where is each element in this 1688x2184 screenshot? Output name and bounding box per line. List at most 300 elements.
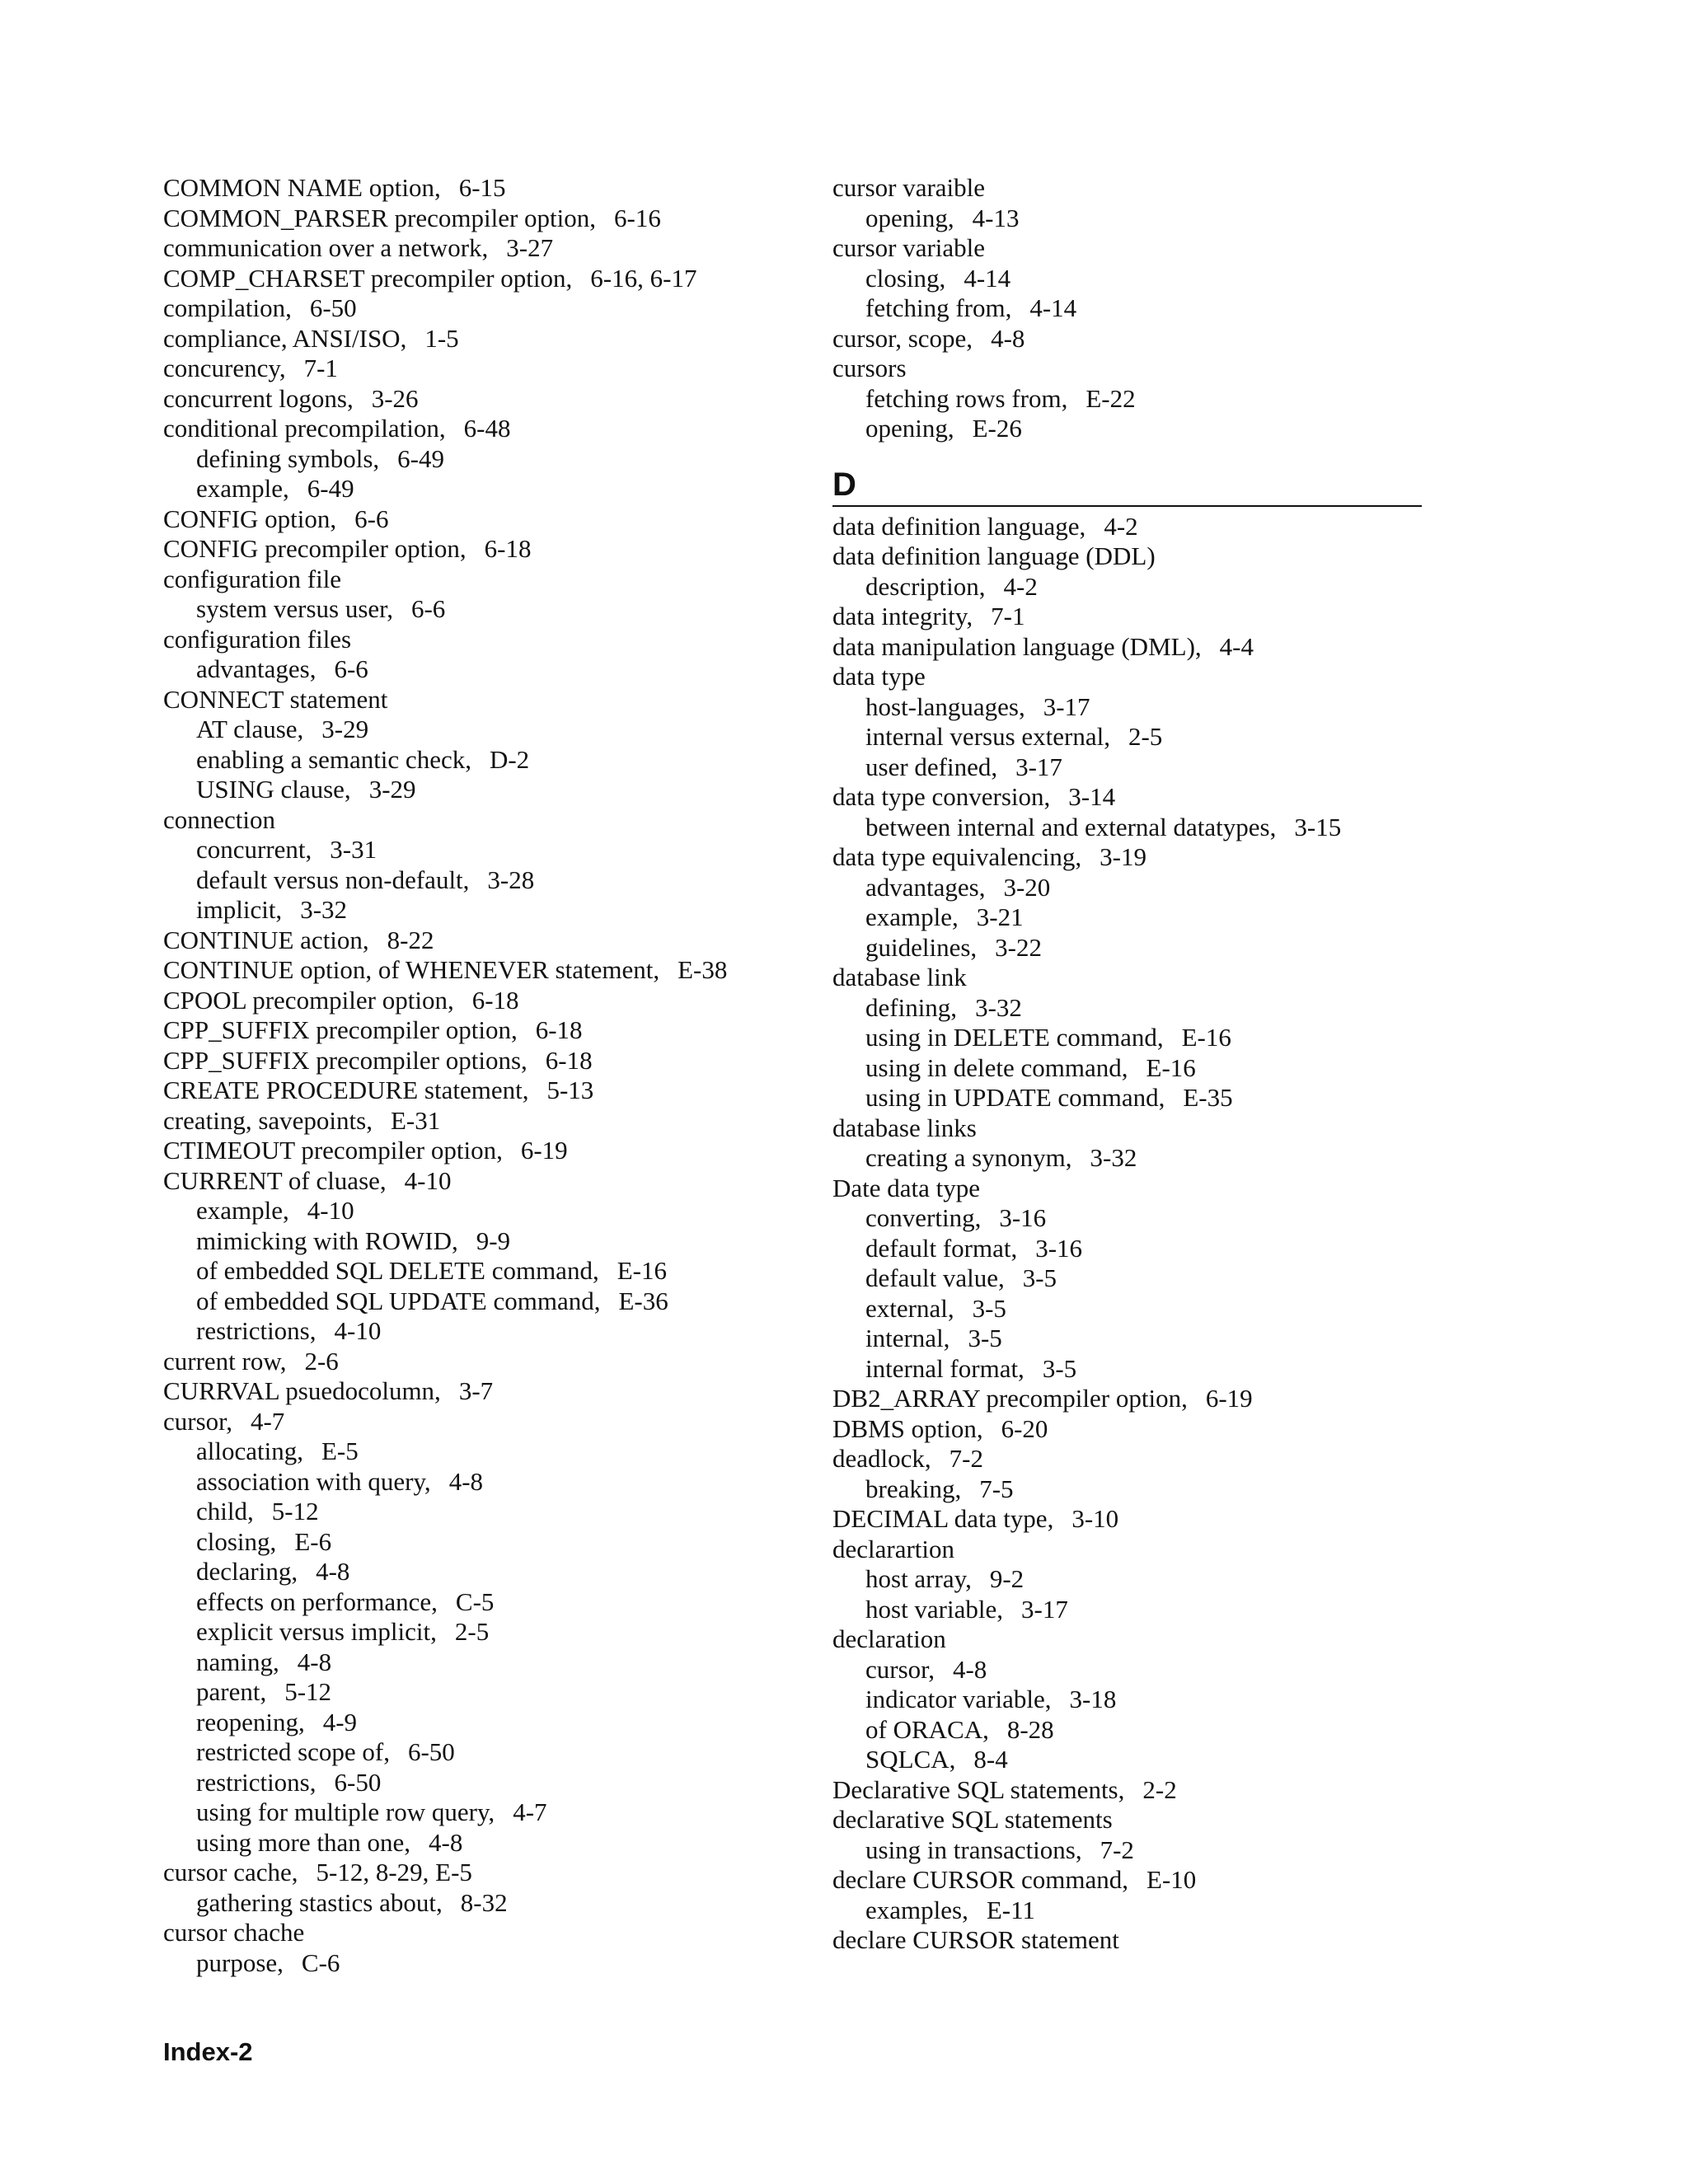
index-term: closing, xyxy=(865,263,946,293)
index-entry xyxy=(163,955,790,986)
index-page-refs: 4-10 xyxy=(334,1316,382,1345)
index-page-refs: 3-32 xyxy=(1090,1143,1137,1172)
index-entry xyxy=(832,512,1426,542)
index-term: defining, xyxy=(865,992,958,1022)
index-page-refs: 4-2 xyxy=(1003,571,1038,601)
index-page-refs: 2-2 xyxy=(1142,1774,1177,1804)
index-subentry xyxy=(163,1226,790,1257)
index-subentry xyxy=(163,1436,790,1467)
index-page-refs: 6-18 xyxy=(545,1045,593,1075)
index-page-refs: 3-16 xyxy=(1035,1233,1083,1263)
index-term: between internal and external datatypes, xyxy=(865,812,1277,841)
index-term: declarartion xyxy=(832,1534,955,1563)
index-subentry xyxy=(832,1354,1426,1385)
page-footer-label: Index-2 xyxy=(163,2037,253,2066)
index-entry xyxy=(832,1414,1426,1445)
index-page-refs: 3-5 xyxy=(968,1324,1002,1352)
index-page-refs: 3-5 xyxy=(972,1293,1006,1323)
index-page-refs: 4-7 xyxy=(513,1797,547,1826)
index-term: child, xyxy=(196,1497,254,1526)
index-subentry xyxy=(163,1888,790,1919)
index-term: creating, savepoints, xyxy=(163,1105,373,1135)
index-term: deadlock, xyxy=(832,1444,931,1473)
index-term: user defined, xyxy=(865,752,998,781)
index-subentry xyxy=(832,1595,1426,1625)
index-page-refs: 4-8 xyxy=(448,1466,484,1496)
index-term: declare CURSOR statement xyxy=(832,1925,1119,1954)
index-term: host array, xyxy=(865,1564,972,1593)
index-term: advantages, xyxy=(865,872,986,902)
index-term: cursor chache xyxy=(163,1918,305,1947)
index-term: cursors xyxy=(832,354,907,382)
index-subentry xyxy=(832,1023,1426,1053)
index-entries-c-continued xyxy=(832,173,1426,444)
index-term: DECIMAL data type, xyxy=(832,1504,1054,1533)
index-entry xyxy=(832,1624,1426,1655)
index-term: data integrity, xyxy=(832,602,973,630)
index-entry xyxy=(832,324,1426,354)
index-term: using in delete command, xyxy=(865,1052,1128,1082)
index-page-refs: 4-2 xyxy=(1104,511,1138,541)
index-term: default versus non-default, xyxy=(196,865,470,894)
index-term: using in DELETE command, xyxy=(865,1023,1164,1052)
index-subentry xyxy=(163,1948,790,1979)
index-subentry xyxy=(832,902,1426,933)
index-subentry xyxy=(832,1564,1426,1595)
index-page-refs: 3-21 xyxy=(976,902,1024,931)
index-term: AT clause, xyxy=(196,715,304,743)
index-column-left xyxy=(163,173,790,1978)
index-subentry xyxy=(832,873,1426,903)
index-term: internal versus external, xyxy=(865,722,1110,751)
index-term: COMMON_PARSER precompiler option, xyxy=(163,203,597,232)
index-term: fetching from, xyxy=(865,293,1012,322)
index-subentry xyxy=(163,745,790,776)
index-page-refs: 4-8 xyxy=(952,1654,987,1684)
index-entry xyxy=(163,1015,790,1046)
index-page-refs: 3-16 xyxy=(999,1203,1047,1232)
index-entry xyxy=(832,1865,1426,1896)
index-page-refs: E-31 xyxy=(390,1105,441,1135)
index-term: communication over a network, xyxy=(163,233,489,262)
index-subentry xyxy=(832,414,1426,444)
index-page-refs: 3-19 xyxy=(1100,842,1146,871)
index-term: compliance, ANSI/ISO, xyxy=(163,323,407,353)
index-term: CURRVAL psuedocolumn, xyxy=(163,1376,441,1405)
index-term: CPOOL precompiler option, xyxy=(163,985,454,1015)
index-page-refs: 4-10 xyxy=(404,1165,452,1195)
index-page-refs: E-16 xyxy=(617,1256,667,1285)
index-term: data definition language (DDL) xyxy=(832,541,1156,570)
index-subentry xyxy=(163,1497,790,1527)
index-subentry xyxy=(163,1647,790,1678)
index-entry xyxy=(163,233,790,264)
index-term: gathering stastics about, xyxy=(196,1887,443,1917)
index-term: converting, xyxy=(865,1203,982,1232)
index-entry xyxy=(163,1858,790,1888)
index-term: concurrent logons, xyxy=(163,383,354,413)
index-term: cursor variable xyxy=(832,233,986,262)
index-page-refs: 6-19 xyxy=(1205,1384,1253,1413)
index-term: Date data type xyxy=(832,1173,981,1202)
index-page-refs: E-11 xyxy=(986,1895,1035,1924)
index-subentry xyxy=(832,264,1426,294)
index-term: implicit, xyxy=(196,895,283,924)
index-term: guidelines, xyxy=(865,932,978,962)
index-page-refs: 3-29 xyxy=(368,775,416,804)
index-subentry xyxy=(163,715,790,745)
index-entry xyxy=(163,504,790,535)
index-subentry xyxy=(832,722,1426,752)
index-term: enabling a semantic check, xyxy=(196,744,471,774)
index-term: cursor, scope, xyxy=(832,323,973,353)
index-term: concurrent, xyxy=(196,835,312,864)
index-subentry xyxy=(163,1256,790,1286)
index-subentry xyxy=(832,1745,1426,1775)
index-entry xyxy=(163,173,790,204)
index-page-refs: E-5 xyxy=(321,1436,359,1465)
index-term: fetching rows from, xyxy=(865,383,1068,413)
index-entry xyxy=(163,685,790,715)
index-page-refs: 3-7 xyxy=(458,1376,494,1405)
index-subentry xyxy=(832,572,1426,602)
index-term: default format, xyxy=(865,1233,1018,1263)
index-entry xyxy=(163,1918,790,1948)
index-subentry xyxy=(832,384,1426,415)
index-term: CPP_SUFFIX precompiler options, xyxy=(163,1045,528,1075)
index-page-refs: 6-49 xyxy=(307,474,354,503)
index-entry xyxy=(163,926,790,956)
index-term: description, xyxy=(865,571,986,601)
index-term: CURRENT of cluase, xyxy=(163,1165,387,1195)
index-subentry xyxy=(163,1797,790,1828)
index-entry xyxy=(163,1347,790,1377)
index-entry xyxy=(832,541,1426,572)
index-term: of embedded SQL UPDATE command, xyxy=(196,1286,601,1315)
index-term: using for multiple row query, xyxy=(196,1797,495,1826)
index-term: closing, xyxy=(196,1526,277,1556)
index-term: data type conversion, xyxy=(832,782,1051,811)
index-entry xyxy=(163,324,790,354)
index-entry xyxy=(163,986,790,1016)
index-term: data type equivalencing, xyxy=(832,842,1082,871)
index-page-refs: E-38 xyxy=(678,955,728,984)
index-subentry xyxy=(163,1768,790,1798)
index-term: of embedded SQL DELETE command, xyxy=(196,1256,599,1285)
index-subentry xyxy=(832,1835,1426,1866)
index-term: connection xyxy=(163,804,276,834)
index-term: internal, xyxy=(865,1324,950,1352)
index-page-refs: 4-8 xyxy=(429,1827,463,1857)
index-term: current row, xyxy=(163,1346,287,1376)
index-entry xyxy=(163,204,790,234)
index-term: cursor varaible xyxy=(832,173,986,202)
index-page-refs: C-5 xyxy=(455,1586,495,1616)
section-heading-d: D xyxy=(832,466,1422,507)
index-page-refs: 3-17 xyxy=(1015,752,1062,781)
index-term: COMP_CHARSET precompiler option, xyxy=(163,263,573,293)
index-term: host variable, xyxy=(865,1594,1004,1624)
index-entry xyxy=(163,1106,790,1137)
index-term: Declarative SQL statements, xyxy=(832,1774,1125,1804)
index-page-refs: 2-5 xyxy=(1128,722,1163,751)
index-subentry xyxy=(163,835,790,865)
index-subentry xyxy=(163,1587,790,1618)
index-page-refs: 7-1 xyxy=(991,602,1025,630)
index-term: CONFIG precompiler option, xyxy=(163,534,467,563)
index-term: allocating, xyxy=(196,1436,303,1465)
index-term: example, xyxy=(196,1196,289,1225)
index-page-refs: 2-5 xyxy=(454,1617,490,1646)
index-page-refs: 6-6 xyxy=(410,594,446,623)
index-page-refs: 4-13 xyxy=(972,203,1020,232)
index-subentry xyxy=(163,1617,790,1647)
index-term: CONFIG option, xyxy=(163,504,337,533)
index-page-refs: 3-27 xyxy=(506,233,554,262)
index-term: default value, xyxy=(865,1263,1005,1292)
index-subentry xyxy=(832,1053,1426,1084)
index-entry xyxy=(163,384,790,415)
index-page-refs: 3-29 xyxy=(321,715,369,743)
index-term: CONNECT statement xyxy=(163,684,388,714)
index-entry xyxy=(832,842,1426,873)
index-term: indicator variable, xyxy=(865,1685,1052,1713)
index-subentry xyxy=(832,1234,1426,1264)
index-term: concurency, xyxy=(163,354,286,382)
index-subentry xyxy=(832,1474,1426,1505)
index-page-refs: 3-32 xyxy=(975,992,1022,1022)
index-term: advantages, xyxy=(196,654,316,683)
index-term: cursor cache, xyxy=(163,1858,298,1886)
index-page-refs: 6-6 xyxy=(354,504,389,533)
index-term: COMMON NAME option, xyxy=(163,173,441,202)
index-subentry xyxy=(163,1708,790,1738)
index-page-refs: 9-9 xyxy=(476,1226,511,1255)
index-subentry xyxy=(163,1737,790,1768)
index-page-refs: 4-14 xyxy=(964,263,1011,293)
index-term: DBMS option, xyxy=(832,1413,983,1443)
index-term: opening, xyxy=(865,203,954,232)
index-page-refs: 3-20 xyxy=(1003,872,1051,902)
index-subentry xyxy=(163,1286,790,1317)
index-term: host-languages, xyxy=(865,691,1025,721)
index-page-refs: 4-9 xyxy=(322,1707,358,1736)
index-subentry xyxy=(832,1083,1426,1113)
index-page-refs: 3-28 xyxy=(487,865,535,894)
index-entry xyxy=(163,805,790,836)
index-subentry xyxy=(163,1557,790,1587)
index-subentry xyxy=(832,1685,1426,1715)
index-page-refs: 4-4 xyxy=(1219,631,1254,661)
index-subentry xyxy=(163,594,790,625)
index-page-refs: 3-26 xyxy=(371,383,419,413)
index-entry xyxy=(832,1775,1426,1806)
index-term: data type xyxy=(832,662,926,691)
index-subentry xyxy=(163,1467,790,1497)
index-term: restricted scope of, xyxy=(196,1737,390,1766)
index-entry xyxy=(163,1136,790,1166)
index-subentry xyxy=(832,1655,1426,1685)
index-term: naming, xyxy=(196,1647,279,1676)
index-page-refs: 3-31 xyxy=(330,835,377,864)
index-entry xyxy=(163,1407,790,1437)
index-entry xyxy=(832,602,1426,632)
index-entry xyxy=(832,963,1426,993)
index-entry xyxy=(163,293,790,324)
index-page-refs: 6-50 xyxy=(334,1767,382,1797)
index-page-refs: 6-20 xyxy=(1001,1413,1048,1443)
index-page-refs: 6-48 xyxy=(463,414,511,443)
index-page-refs: 8-28 xyxy=(1006,1714,1054,1744)
index-subentry xyxy=(832,933,1426,963)
index-page-refs: E-35 xyxy=(1183,1083,1233,1112)
index-term: reopening, xyxy=(196,1707,305,1736)
index-entry xyxy=(163,1166,790,1197)
index-page-refs: 3-10 xyxy=(1071,1504,1119,1533)
index-term: mimicking with ROWID, xyxy=(196,1226,458,1255)
index-page-refs: E-22 xyxy=(1085,383,1136,413)
index-subentry xyxy=(163,775,790,805)
index-page-refs: 4-8 xyxy=(991,323,1025,353)
index-page-refs: D-2 xyxy=(489,744,530,774)
index-term: using in UPDATE command, xyxy=(865,1083,1165,1112)
index-page-refs: 3-15 xyxy=(1294,812,1342,841)
index-page-refs: 5-12 xyxy=(284,1677,332,1706)
index-page-refs: 3-5 xyxy=(1042,1353,1077,1383)
index-entry xyxy=(832,632,1426,663)
index-term: internal format, xyxy=(865,1353,1025,1383)
index-term: restrictions, xyxy=(196,1767,316,1797)
index-subentry xyxy=(832,1324,1426,1354)
index-term: association with query, xyxy=(196,1466,431,1496)
index-page-refs: 3-32 xyxy=(300,895,348,924)
index-entry xyxy=(832,354,1426,384)
index-subentry xyxy=(163,1316,790,1347)
index-term: configuration files xyxy=(163,624,352,654)
index-page-refs: 6-15 xyxy=(458,173,506,202)
index-entry xyxy=(163,354,790,384)
index-page-refs: 5-12 xyxy=(271,1497,319,1526)
index-page-refs: 7-2 xyxy=(1100,1835,1134,1864)
index-subentry xyxy=(163,1527,790,1558)
index-subentry xyxy=(832,752,1426,783)
index-entry xyxy=(163,1376,790,1407)
index-entry xyxy=(832,173,1426,204)
index-subentry xyxy=(832,1143,1426,1174)
index-subentry xyxy=(163,474,790,504)
index-page-refs: C-6 xyxy=(301,1947,340,1977)
index-page-refs: 7-1 xyxy=(303,354,338,382)
index-page-refs: 6-50 xyxy=(407,1737,455,1766)
index-page-refs: E-16 xyxy=(1181,1023,1231,1052)
index-page-refs: 8-4 xyxy=(973,1745,1008,1774)
index-term: defining symbols, xyxy=(196,443,380,473)
index-page-refs: E-6 xyxy=(294,1526,332,1556)
index-term: cursor, xyxy=(163,1406,232,1436)
index-entry xyxy=(163,534,790,565)
index-entry xyxy=(832,233,1426,264)
index-term: data manipulation language (DML), xyxy=(832,631,1202,661)
index-term: external, xyxy=(865,1293,954,1323)
index-page-refs: 5-12, 8-29, E-5 xyxy=(316,1858,472,1886)
index-term: effects on performance, xyxy=(196,1586,438,1616)
index-page-refs: 4-14 xyxy=(1029,293,1077,322)
index-page-refs: E-36 xyxy=(618,1286,668,1315)
index-term: CPP_SUFFIX precompiler option, xyxy=(163,1015,518,1044)
index-entry xyxy=(832,1113,1426,1144)
index-subentry xyxy=(163,1196,790,1226)
index-term: restrictions, xyxy=(196,1316,316,1345)
index-term: cursor, xyxy=(865,1654,935,1684)
index-page-refs: 6-6 xyxy=(334,654,368,683)
index-entry xyxy=(163,264,790,294)
index-page-refs: 4-8 xyxy=(297,1647,332,1676)
index-term: CONTINUE option, of WHENEVER statement, xyxy=(163,955,660,984)
index-term: CTIMEOUT precompiler option, xyxy=(163,1136,503,1165)
index-term: declare CURSOR command, xyxy=(832,1865,1129,1894)
index-term: explicit versus implicit, xyxy=(196,1617,437,1646)
index-page-refs: E-26 xyxy=(972,414,1022,443)
index-entry xyxy=(832,1925,1426,1956)
index-term: CREATE PROCEDURE statement, xyxy=(163,1076,529,1104)
index-page-refs: 7-2 xyxy=(949,1444,983,1473)
index-entry xyxy=(163,565,790,595)
index-subentry xyxy=(832,1294,1426,1324)
index-subentry xyxy=(832,692,1426,723)
index-page-refs: 3-17 xyxy=(1043,691,1090,721)
index-term: DB2_ARRAY precompiler option, xyxy=(832,1384,1188,1413)
index-term: declaring, xyxy=(196,1557,298,1586)
index-entry xyxy=(832,662,1426,692)
index-entry xyxy=(832,1174,1426,1204)
index-entries-d xyxy=(832,512,1426,1956)
index-subentry xyxy=(832,813,1426,843)
index-term: using more than one, xyxy=(196,1827,411,1857)
index-term: parent, xyxy=(196,1677,267,1706)
index-term: database links xyxy=(832,1113,977,1142)
index-term: declarative SQL statements xyxy=(832,1805,1113,1834)
index-term: of ORACA, xyxy=(865,1714,989,1744)
index-subentry xyxy=(163,1677,790,1708)
index-page-refs: 3-5 xyxy=(1022,1263,1057,1292)
index-term: system versus user, xyxy=(196,594,393,623)
index-page-refs: 6-18 xyxy=(484,534,532,563)
index-entry xyxy=(832,1504,1426,1535)
index-subentry xyxy=(163,895,790,926)
index-page-refs: 4-7 xyxy=(250,1406,285,1436)
index-term: purpose, xyxy=(196,1947,284,1977)
index-subentry xyxy=(163,1828,790,1858)
index-term: data definition language, xyxy=(832,511,1086,541)
index-term: configuration file xyxy=(163,564,342,593)
index-subentry xyxy=(832,293,1426,324)
index-entry xyxy=(832,1444,1426,1474)
index-term: conditional precompilation, xyxy=(163,414,446,443)
index-page-refs: 4-8 xyxy=(316,1557,350,1586)
index-subentry xyxy=(832,1203,1426,1234)
index-term: example, xyxy=(865,902,959,931)
index-entry xyxy=(163,625,790,655)
index-page-refs: 6-16, 6-17 xyxy=(590,263,697,293)
index-page-refs: 3-22 xyxy=(995,932,1042,962)
index-subentry xyxy=(163,654,790,685)
index-entry xyxy=(163,1046,790,1076)
index-subentry xyxy=(832,993,1426,1024)
index-entry xyxy=(163,414,790,444)
index-page-refs: 8-22 xyxy=(387,925,434,954)
index-entry xyxy=(832,782,1426,813)
index-page-refs: 6-16 xyxy=(614,203,661,232)
